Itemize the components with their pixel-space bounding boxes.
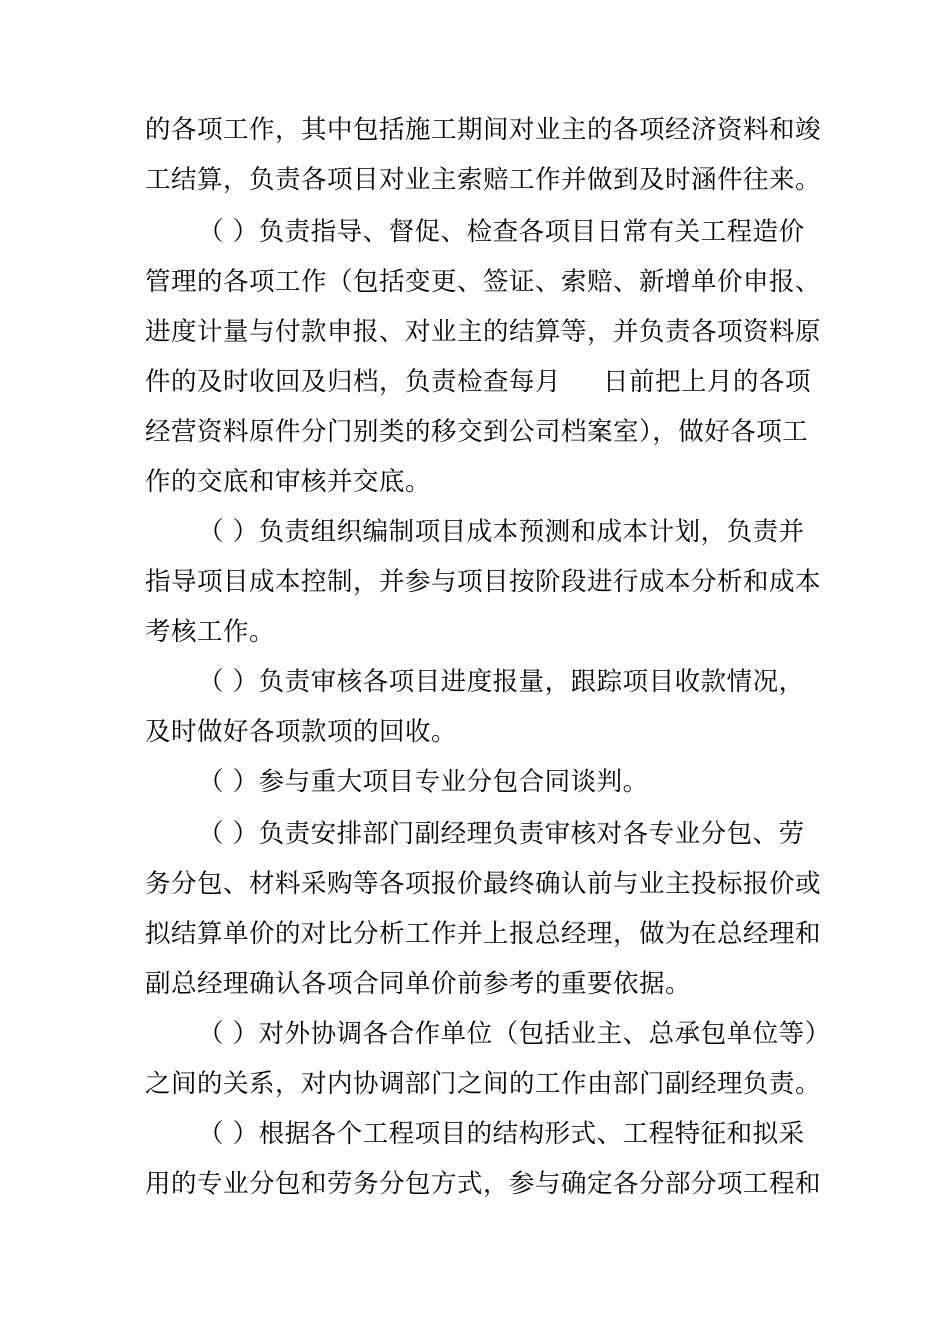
text-line: 拟结算单价的对比分析工作并上报总经理，做为在总经理和: [145, 919, 822, 949]
text-line: 考核工作。: [145, 617, 276, 647]
text-line: （ ）负责指导、督促、检查各项目日常有关工程造价: [198, 217, 805, 247]
text-line: 工结算，负责各项目对业主索赔工作并做到及时涵件往来。: [145, 165, 822, 195]
text-line: 之间的关系，对内协调部门之间的工作由部门副经理负责。: [145, 1069, 822, 1099]
text-line: （ ）根据各个工程项目的结构形式、工程特征和拟采: [198, 1119, 805, 1149]
text-segment: 件的及时收回及归档，负责检查每月: [145, 367, 562, 397]
text-line: [145, 364, 815, 400]
text-line: （ ）参与重大项目专业分包合同谈判。: [198, 767, 649, 797]
text-line: 进度计量与付款申报、对业主的结算等，并负责各项资料原: [145, 317, 822, 347]
text-line: 务分包、材料采购等各项报价最终确认前与业主投标报价或: [145, 869, 822, 899]
text-line: 作的交底和审核并交底。: [145, 467, 432, 497]
text-segment: 日前把上月的各项: [603, 367, 812, 397]
text-line: （ ）负责审核各项目进度报量，跟踪项目收款情况，: [198, 667, 805, 697]
text-line: 副总经理确认各项合同单价前参考的重要依据。: [145, 969, 692, 999]
text-line: 管理的各项工作（包括变更、签证、索赔、新增单价申报、: [145, 267, 822, 297]
text-line: 指导项目成本控制，并参与项目按阶段进行成本分析和成本: [145, 567, 822, 597]
text-line: （ ）对外协调各合作单位（包括业主、总承包单位等）: [198, 1019, 831, 1049]
text-line: 的各项工作，其中包括施工期间对业主的各项经济资料和竣: [145, 115, 822, 145]
text-line: 经营资料原件分门别类的移交到公司档案室），做好各项工: [145, 417, 809, 447]
text-line: 用的专业分包和劳务分包方式，参与确定各分部分项工程和: [145, 1169, 822, 1199]
text-line: 及时做好各项款项的回收。: [145, 717, 458, 747]
text-line: （ ）负责组织编制项目成本预测和成本计划，负责并: [198, 517, 805, 547]
text-line: （ ）负责安排部门副经理负责审核对各专业分包、劳: [198, 819, 805, 849]
